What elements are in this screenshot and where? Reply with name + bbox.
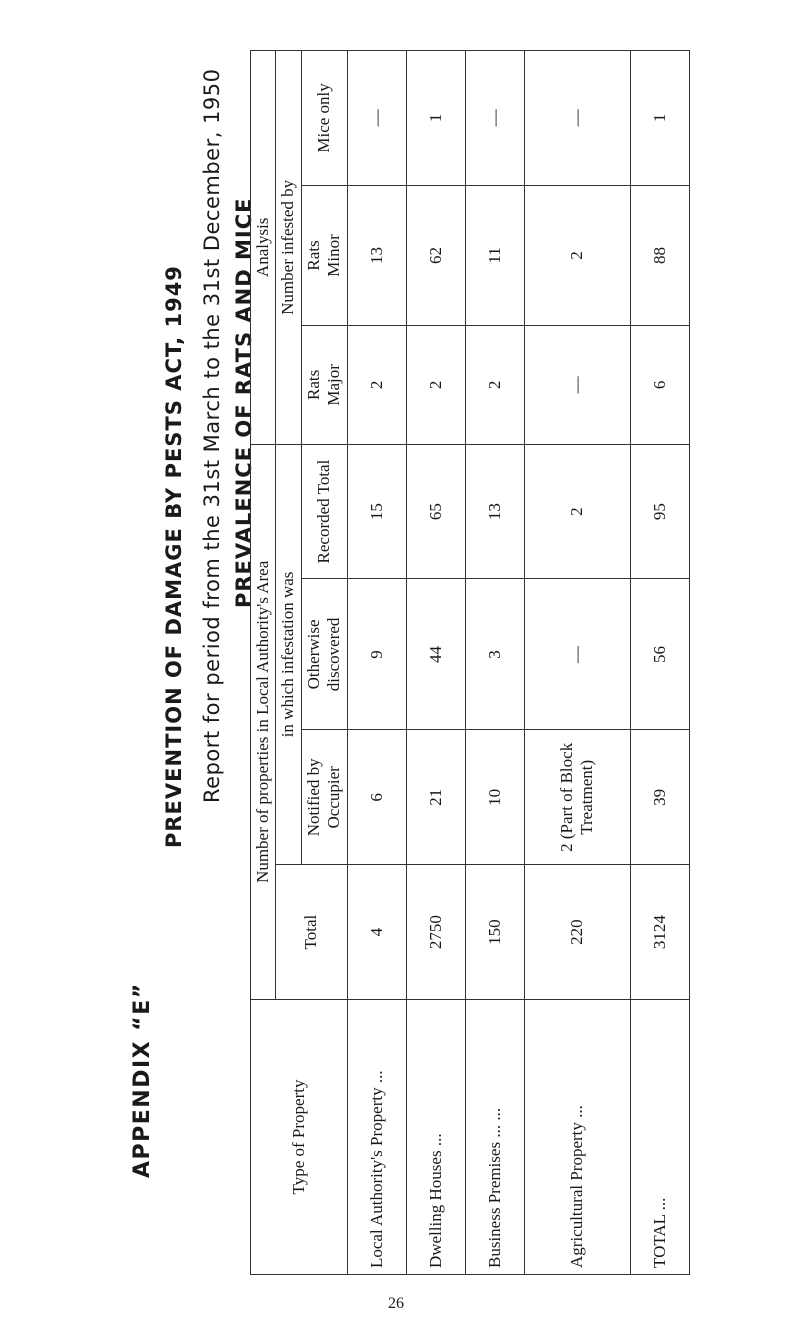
row-major: 2 <box>406 326 465 445</box>
row-notified: 21 <box>406 730 465 865</box>
row-type: Business Premises ... ... <box>465 1000 524 1275</box>
row-recorded: 13 <box>465 444 524 579</box>
table-row <box>347 51 406 1275</box>
row-minor: 11 <box>465 185 524 325</box>
rats-major-header <box>301 326 347 445</box>
table-row <box>406 51 465 1275</box>
section-title: PREVALENCE OF RATS AND MICE <box>232 197 256 608</box>
row-otherwise: 44 <box>406 579 465 730</box>
row-type: Local Authority's Property ... <box>347 1000 406 1275</box>
row-mice: 1 <box>406 51 465 186</box>
recorded-header: Recorded Total <box>301 444 347 579</box>
row-recorded: 65 <box>406 444 465 579</box>
report-period: Report for period from the 31st March to the 31st December, 1950 <box>200 68 224 803</box>
total-header: Total <box>276 865 347 1000</box>
row-major: — <box>524 326 630 445</box>
row-major: 2 <box>465 326 524 445</box>
row-mice: — <box>524 51 630 186</box>
totals-recorded: 95 <box>630 444 689 579</box>
row-recorded: 15 <box>347 444 406 579</box>
row-total: 2750 <box>406 865 465 1000</box>
row-otherwise: 9 <box>347 579 406 730</box>
row-notified: 6 <box>347 730 406 865</box>
row-minor: 13 <box>347 185 406 325</box>
totals-total: 3124 <box>630 865 689 1000</box>
table-row <box>465 51 524 1275</box>
row-total: 220 <box>524 865 630 1000</box>
row-minor: 62 <box>406 185 465 325</box>
appendix-label: APPENDIX “E” <box>130 982 155 1178</box>
totals-notified: 39 <box>630 730 689 865</box>
row-total: 150 <box>465 865 524 1000</box>
document-title: PREVENTION OF DAMAGE BY PESTS ACT, 1949 <box>162 265 186 848</box>
mice-header: Mice only <box>301 51 347 186</box>
page-number: 26 <box>388 1295 404 1312</box>
totals-row <box>630 51 689 1275</box>
row-mice: — <box>465 51 524 186</box>
rats-header-2: Rats <box>303 240 323 271</box>
notified-header: Notified by Occupier <box>301 730 347 865</box>
row-minor: 2 <box>524 185 630 325</box>
rats-header: Rats <box>303 369 323 400</box>
row-notified: 10 <box>465 730 524 865</box>
row-otherwise: 3 <box>465 579 524 730</box>
totals-otherwise: 56 <box>630 579 689 730</box>
rats-minor-header <box>301 185 347 325</box>
otherwise-header: Otherwise discovered <box>301 579 347 730</box>
totals-label: TOTAL ... <box>630 1000 689 1275</box>
row-total: 4 <box>347 865 406 1000</box>
row-notified: 2 (Part of Block Treatment) <box>524 730 630 865</box>
totals-mice: 1 <box>630 51 689 186</box>
pest-table-container <box>250 50 690 1275</box>
infestation-header: in which infestation was <box>276 444 301 865</box>
row-type: Agricultural Property ... <box>524 1000 630 1275</box>
row-mice: — <box>347 51 406 186</box>
totals-major: 6 <box>630 326 689 445</box>
number-properties-header: Number of properties in Local Authority's Area <box>251 444 276 999</box>
row-otherwise: — <box>524 579 630 730</box>
title-block <box>0 0 260 1328</box>
row-major: 2 <box>347 326 406 445</box>
table-row <box>524 51 630 1275</box>
row-recorded: 2 <box>524 444 630 579</box>
minor-header: Minor <box>324 234 344 277</box>
type-header: Type of Property <box>251 1000 348 1275</box>
row-type: Dwelling Houses ... <box>406 1000 465 1275</box>
totals-minor: 88 <box>630 185 689 325</box>
infested-by-header: Number infested by <box>276 51 301 445</box>
analysis-header: Analysis <box>251 51 276 445</box>
major-header: Major <box>324 364 344 406</box>
pest-table <box>250 50 690 1275</box>
